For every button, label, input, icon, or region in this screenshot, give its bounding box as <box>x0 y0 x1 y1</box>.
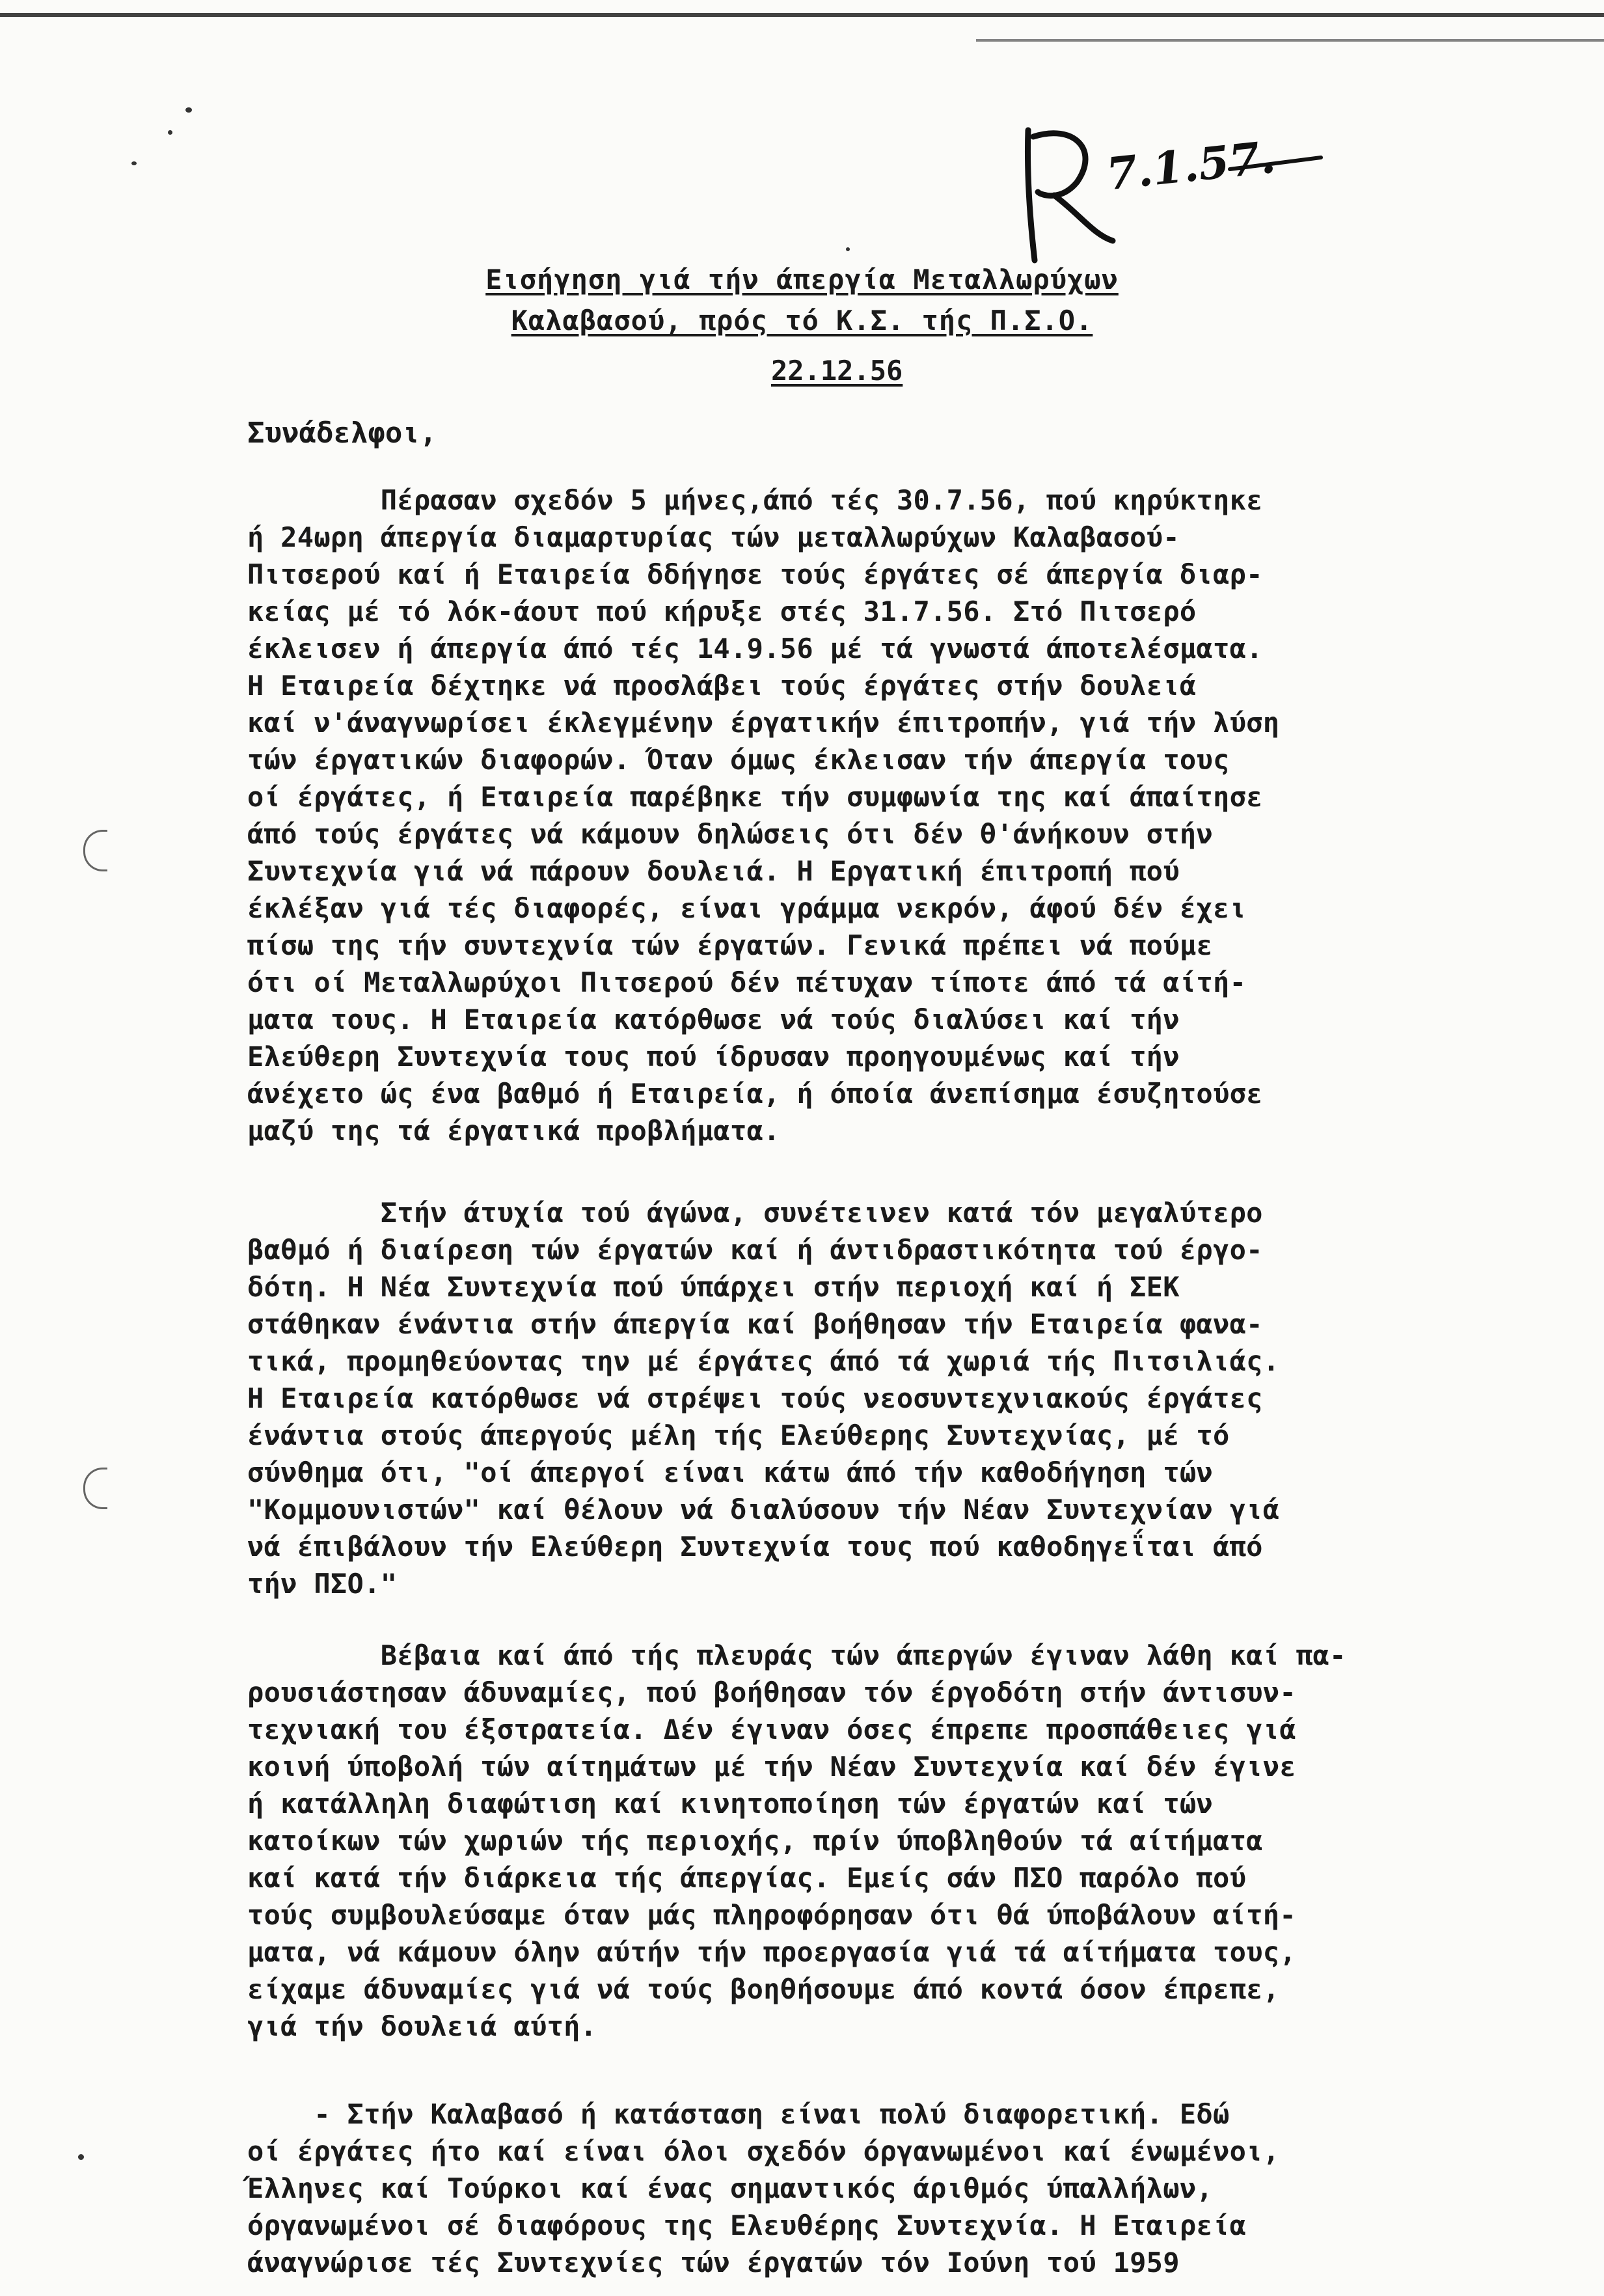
binder-hole-mark <box>83 830 107 871</box>
top-edge-line-secondary <box>976 39 1604 42</box>
scan-speck <box>846 247 850 251</box>
scan-speck <box>168 130 172 135</box>
document-title <box>0 264 1604 346</box>
document-date: 22.12.56 <box>771 355 903 387</box>
scan-speck <box>78 2154 84 2160</box>
paragraph-3: Βέβαια καί άπό τής πλευράς τών άπεργών έγιναν λάθη καί πα- ρουσιάστησαν άδυναμίες, πού βοήθησαν τόν έργοδότη στήν άντισυν- τεχνιακή του έξστρατεία. Δέν έγιναν όσες έπρεπε προσπάθειες γιά κοινή ύποβολή τών αίτημάτων μέ τήν Νέαν Συντεχνία καί δέν έγινε ή κατάλληλη διαφώτιση καί κινητοποίηση τών έργατών καί τών κατοίκων τών χωριών τής περιοχής, πρίν ύποβληθούν τά αίτήματα καί κατά τήν διάρκεια τής άπεργίας. Εμείς σάν ΠΣΟ παρόλο πού τούς συμβουλεύσαμε όταν μάς πληροφόρησαν ότι θά ύποβάλουν αίτή- ματα, νά κάμουν όλην αύτήν τήν προεργασία γιά τά αίτήματα τους, είχαμε άδυναμίες γιά νά τούς βοηθήσουμε άπό κοντά όσον έπρεπε, γιά τήν δουλειά αύτή. <box>247 1639 1346 2042</box>
scan-speck <box>185 107 192 113</box>
paragraph-4: - Στήν Καλαβασό ή κατάσταση είναι πολύ διαφορετική. Εδώ οί έργάτες ήτο καί είναι όλοι σχεδόν όργανωμένοι καί ένωμένοι, Έλληνες καί Τούρκοι καί ένας σημαντικός άριθμός ύπαλλήλων, όργανωμένοι σέ διαφόρους της Ελευθέρης Συντεχνία. Η Εταιρεία άναγνώρισε τές Συντεχνίες τών έργατών τόν Ιούνη τού 1959 <box>247 2098 1280 2278</box>
paragraph-1: Πέρασαν σχεδόν 5 μήνες,άπό τές 30.7.56, πού κηρύκτηκε ή 24ωρη άπεργία διαμαρτυρίας τών μεταλλωρύχων Καλαβασού- Πιτσερού καί ή Εταιρεία δδήγησε τούς έργάτες σέ άπεργία διαρ- κείας μέ τό λόκ-άουτ πού κήρυξε στές 31.7.56. Στό Πιτσερό έκλεισεν ή άπεργία άπό τές 14.9.56 μέ τά γνωστά άποτελέσματα. Η Εταιρεία δέχτηκε νά προσλάβει τούς έργάτες στήν δουλειά καί ν'άναγνωρίσει έκλεγμένην έργατικήν έπιτροπήν, γιά τήν λύση τών έργατικών διαφορών. Όταν όμως έκλεισαν τήν άπεργία τους οί έργάτες, ή Εταιρεία παρέβηκε τήν συμφωνία της καί άπαίτησε άπό τούς έργάτες νά κάμουν δηλώσεις ότι δέν θ'άνήκουν στήν Συντεχνία γιά νά πάρουν δουλειά. Η Εργατική έπιτροπή πού έκλέξαν γιά τές διαφορές, είναι γράμμα νεκρόν, άφού δέν έχει πίσω της τήν συντεχνία τών έργατών. Γενικά πρέπει νά πούμε ότι οί Μεταλλωρύχοι Πιτσερού δέν πέτυχαν τίποτε άπό τά αίτή- ματα τους. Η Εταιρεία κατόρθωσε νά τούς διαλύσει καί τήν Ελεύθερη Συντεχνία τους πού ίδρυσαν προηγουμένως καί τήν άνέχετο ώς ένα βαθμό ή Εταιρεία, ή όποία άνεπίσημα έσυζητούσε μαζύ της τά έργατικά προβλήματα. <box>247 484 1280 1147</box>
binder-hole-mark <box>83 1468 107 1509</box>
handwritten-date: 7.1.57. <box>1104 131 1278 201</box>
paragraph-2: Στήν άτυχία τού άγώνα, συνέτεινεν κατά τόν μεγαλύτερο βαθμό ή διαίρεση τών έργατών καί ή άντιδραστικότητα τού έργο- δότη. Η Νέα Συντεχνία πού ύπάρχει στήν περιοχή καί ή ΣΕΚ στάθηκαν ένάντια στήν άπεργία καί βοήθησαν τήν Εταιρεία φανα- τικά, προμηθεύοντας την μέ έργάτες άπό τά χωριά τής Πιτσιλιάς. Η Εταιρεία κατόρθωσε νά στρέψει τούς νεοσυντεχνιακούς έργάτες ένάντια στούς άπεργούς μέλη τής Ελεύθερης Συντεχνίας, μέ τό σύνθημα ότι, "οί άπεργοί είναι κάτω άπό τήν καθοδήγηση τών "Κομμουνιστών" καί θέλουν νά διαλύσουν τήν Νέαν Συντεχνίαν γιά νά έπιβάλουν τήν Ελεύθερη Συντεχνία τους πού καθοδηγεΐται άπό τήν ΠΣΟ." <box>247 1197 1280 1600</box>
scan-speck <box>131 161 137 165</box>
handwritten-initial <box>1015 111 1327 280</box>
salutation: Συνάδελφοι, <box>247 417 437 450</box>
title-line-1: Εισήγηση γιά τήν άπεργία Μεταλλωρύχων <box>485 264 1119 295</box>
top-edge-line <box>0 13 1604 17</box>
title-line-2: Καλαβασού, πρός τό Κ.Σ. τής Π.Σ.Ο. <box>511 305 1093 336</box>
